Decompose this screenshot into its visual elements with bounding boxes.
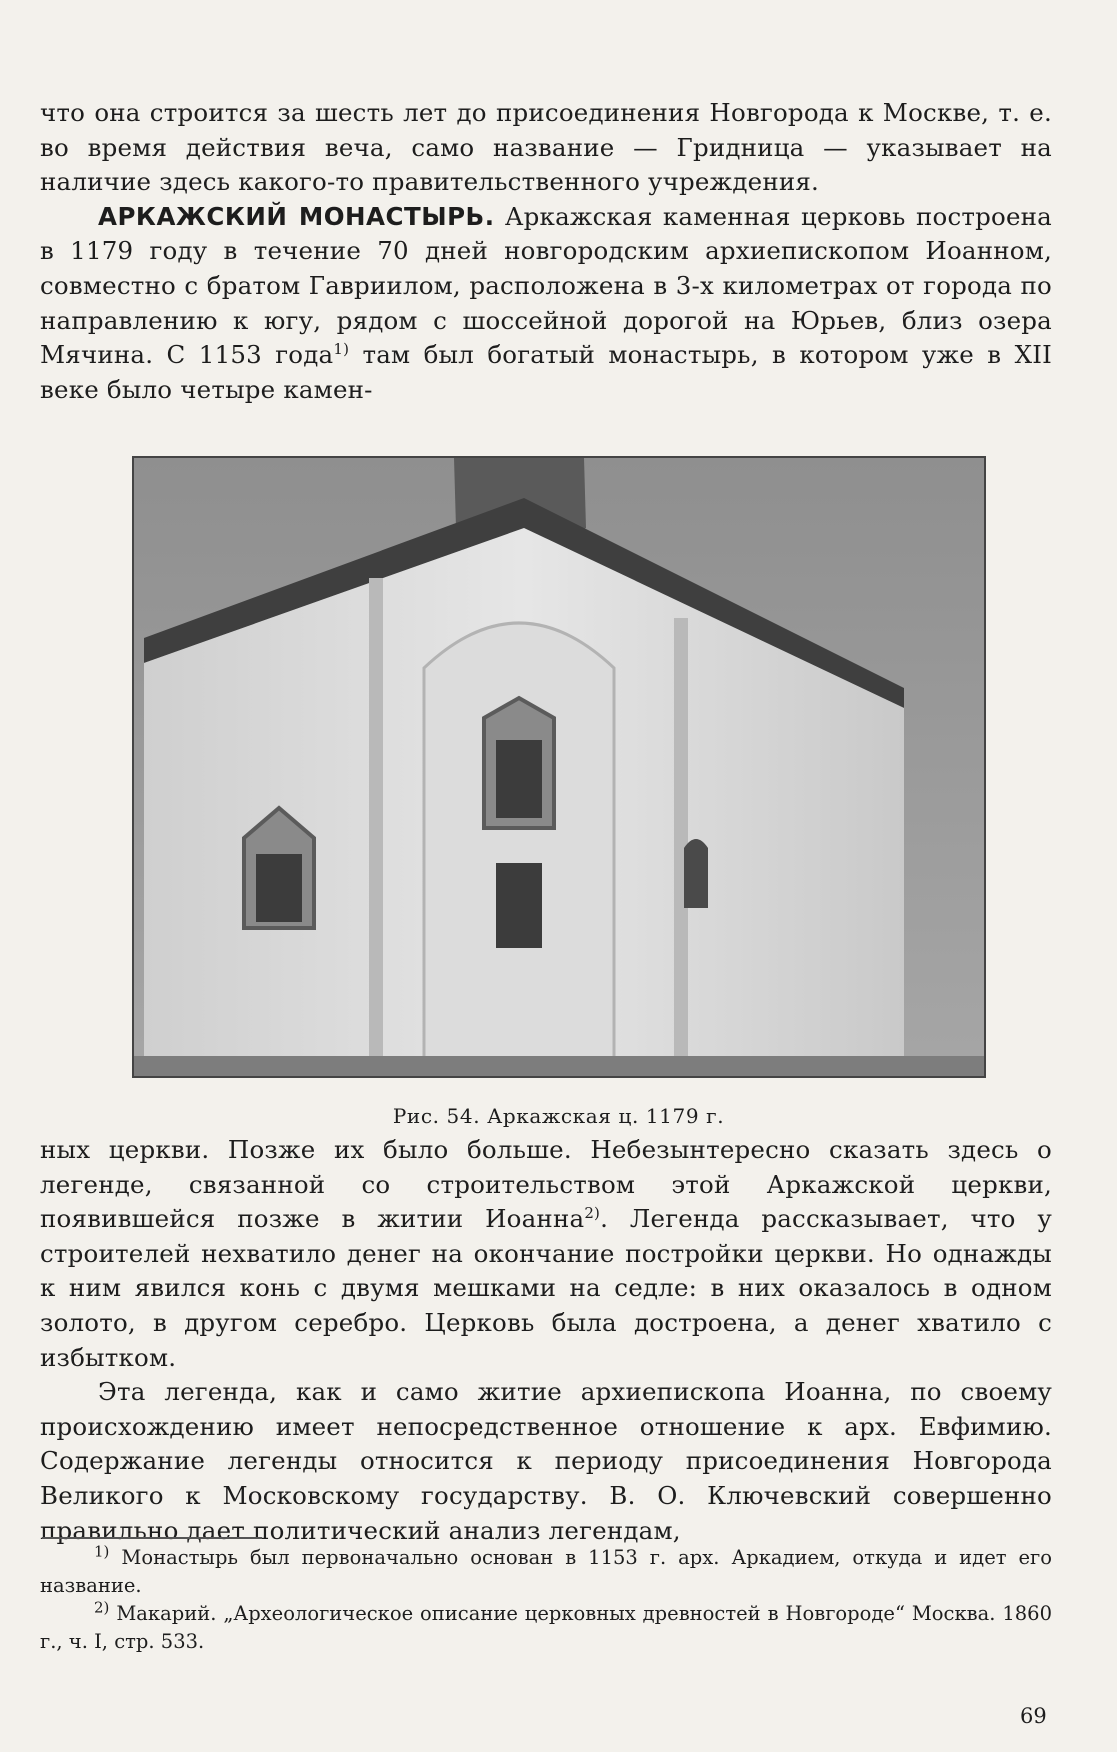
footnote-ref-1[interactable]: 1): [333, 340, 350, 358]
central-arch: [424, 623, 614, 1058]
bottom-text: [40, 1133, 1052, 1548]
paragraph-3-text-b: . Легенда рассказывает, что у строителей нехватило денег на окончание постройки церкви. Но однажды к ним явился конь с двумя мешками на седле: в них оказалось в одном золото, в другом серебро. Церковь была достроена, а денег хватило с избытком.: [40, 1204, 1052, 1372]
pilaster-right: [674, 618, 688, 1058]
footnotes: [40, 1544, 1052, 1656]
paragraph-2-text-b: там был богатый монастырь, в котором уже в XII веке было четыре камен-: [40, 340, 1052, 404]
footnote-1-mark: 1): [94, 1542, 110, 1561]
page-number: 69: [1020, 1704, 1047, 1728]
paragraph-4: Эта легенда, как и само житие архиепископа Иоанна, по своему происхождению имеет непосредственное отношение к арх. Евфимию. Содержание легенды относится к периоду присоединения Новгорода Великого к Московскому государству. В. О. Ключевский совершенно правильно дает политический анализ легендам,: [40, 1377, 1052, 1545]
footnote-2-text: Макарий. „Археологическое описание церковных древностей в Новгороде“ Москва. 1860 г., ч. I, стр. 533.: [40, 1602, 1052, 1653]
lower-window: [496, 863, 542, 948]
ground: [134, 1056, 984, 1076]
top-text: [40, 96, 1052, 407]
church-photo: [132, 456, 986, 1078]
figure-caption: Рис. 54. Аркажская ц. 1179 г.: [392, 1104, 725, 1128]
paragraph-3-text-a: ных церкви. Позже их было больше. Небезынтересно сказать здесь о легенде, связанной со строительством этой Аркажской церкви, появившейся позже в житии Иоанна: [40, 1135, 1052, 1234]
footnote-divider: [42, 1537, 262, 1539]
paragraph-1: что она строится за шесть лет до присоединения Новгорода к Москве, т. е. во время действия веча, само название — Гридница — указывает на наличие здесь какого-то правительственного учреждения.: [40, 98, 1052, 197]
upper-window: [496, 740, 542, 818]
section-heading: АРКАЖСКИЙ МОНАСТЫРЬ.: [98, 201, 495, 231]
right-window: [684, 839, 708, 908]
pilaster-left: [369, 578, 383, 1058]
footnote-1: [40, 1544, 1052, 1600]
church-illustration: [134, 458, 984, 1076]
footnote-2: [40, 1600, 1052, 1656]
paragraph-3: [40, 1133, 1052, 1375]
left-window: [256, 854, 302, 922]
paragraph-2: [40, 200, 1052, 408]
paragraph-2-text-a: Аркажская каменная церковь построена в 1179 году в течение 70 дней новгородским архиепископом Иоанном, совместно с братом Гавриилом, расположена в 3-х километрах от города по направлению к югу, рядом с шоссейной дорогой на Юрьев, близ озера Мячина. С 1153 года: [40, 201, 1052, 370]
footnote-2-mark: 2): [94, 1598, 110, 1617]
footnote-1-text: Монастырь был первоначально основан в 1153 г. арх. Аркадием, откуда и идет его название.: [40, 1546, 1052, 1597]
footnote-ref-2[interactable]: 2): [584, 1204, 601, 1223]
